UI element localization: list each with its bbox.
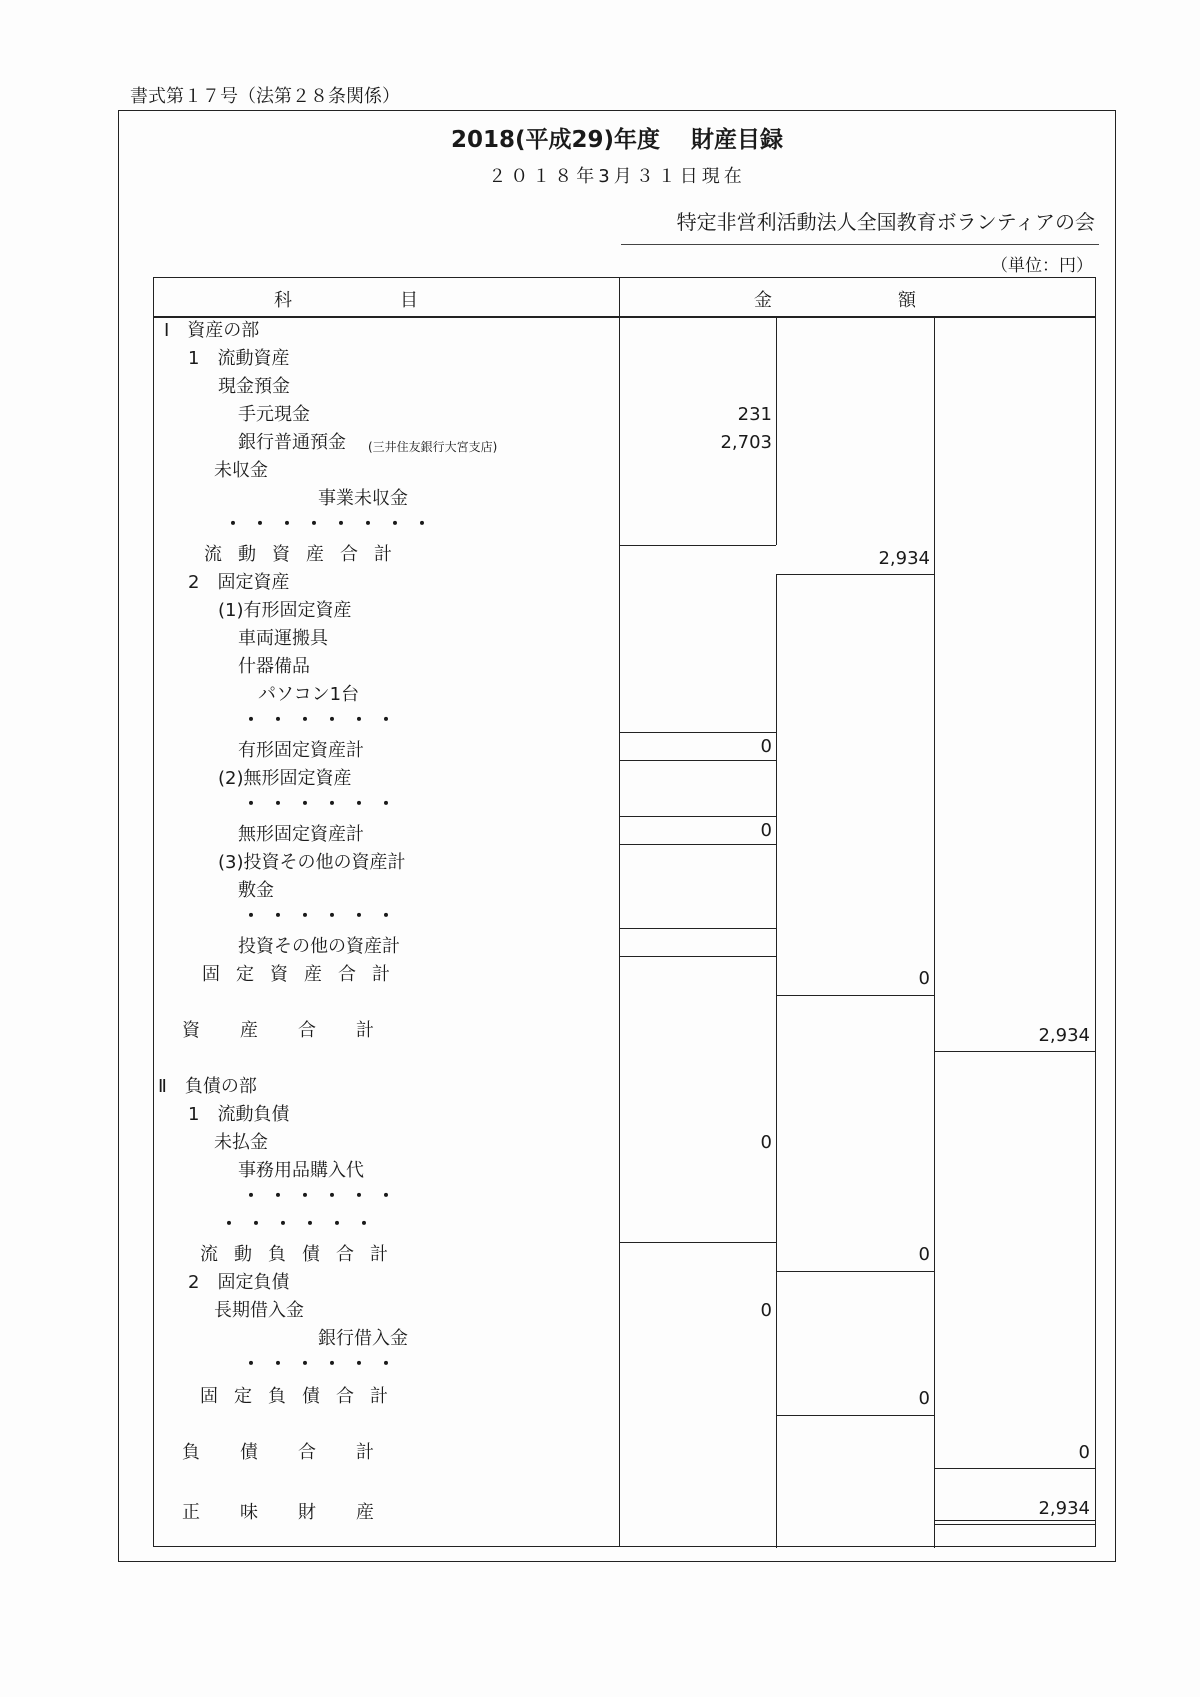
col2-rule [776, 1415, 934, 1416]
col2-rule [776, 1271, 934, 1272]
col1-rule [619, 1242, 776, 1243]
row-label: 有形固定資産計 [238, 740, 364, 761]
row-label: ・・・・・・ [242, 1186, 404, 1207]
row-label: ・・・・・・ [242, 794, 404, 815]
amount-cell: 2,934 [1038, 1498, 1090, 1519]
row-label: 敷金 [238, 880, 274, 901]
row-label: パソコン1台 [258, 684, 360, 705]
col2-rule [776, 995, 777, 1548]
row-label: Ⅱ 負債の部 [158, 1076, 257, 1097]
col2-rule [776, 574, 777, 995]
row-label: 手元現金 [238, 404, 310, 425]
row-label: 2 固定負債 [188, 1272, 290, 1293]
row-label: 銀行借入金 [318, 1328, 408, 1349]
amount-cell: 2,934 [878, 548, 930, 569]
col2-rule [934, 995, 935, 1548]
row-label: Ⅰ 資産の部 [164, 320, 260, 341]
column-separator [619, 278, 620, 1546]
row-label: 1 流動資産 [188, 348, 290, 369]
inventory-table [153, 277, 1096, 1547]
col3-rule [934, 1468, 1095, 1469]
row-label: 資産合計 [182, 1020, 414, 1041]
amount-cell: 2,703 [720, 432, 772, 453]
col1-rule [619, 956, 776, 957]
document-title: 2018(平成29)年度 財産目録 [450, 127, 784, 153]
row-label: 未払金 [214, 1132, 268, 1153]
row-label: (3)投資その他の資産計 [218, 852, 406, 873]
unit-label: （単位：円） [991, 256, 1093, 276]
row-label: (2)無形固定資産 [218, 768, 352, 789]
amount-cell: 0 [918, 968, 930, 989]
amount-cell: 0 [760, 1300, 772, 1321]
col2-rule [934, 316, 935, 574]
row-label: 事務用品購入代 [238, 1160, 364, 1181]
form-number: 書式第１７号（法第２８条関係） [130, 86, 400, 107]
col1-rule [619, 760, 776, 761]
row-label: ・・・・・・ [220, 1214, 382, 1235]
amount-cell: 2,934 [1038, 1025, 1090, 1046]
row-label: 現金預金 [218, 376, 290, 397]
amount-cell: 0 [760, 820, 772, 841]
header-subject: 科 目 [274, 290, 418, 311]
header-rule [154, 316, 1095, 318]
organization-underline [621, 244, 1099, 245]
amount-cell: 0 [918, 1388, 930, 1409]
row-label: 長期借入金 [214, 1300, 304, 1321]
organization-name: 特定非営利活動法人全国教育ボランティアの会 [676, 210, 1095, 234]
row-label: ・・・・・・ [242, 1354, 404, 1375]
col3-rule [934, 1524, 1095, 1525]
col1-rule [619, 816, 776, 817]
row-label: 無形固定資産計 [238, 824, 364, 845]
row-label: 負債合計 [182, 1442, 414, 1463]
row-label: 固定資産合計 [202, 964, 406, 985]
row-label: 銀行普通預金 [238, 432, 346, 453]
row-label: 1 流動負債 [188, 1104, 290, 1125]
row-label: ・・・・・・ [242, 906, 404, 927]
row-label: ・・・・・・・・ [224, 514, 440, 535]
row-note: (三井住友銀行大宮支店) [368, 440, 498, 454]
col1-rule [619, 732, 776, 733]
col1-rule [776, 316, 777, 545]
row-label: 正味財産 [182, 1502, 414, 1523]
col2-rule [776, 574, 934, 575]
amount-cell: 0 [760, 1132, 772, 1153]
amount-cell: 0 [760, 736, 772, 757]
col3-rule [934, 1520, 1095, 1521]
row-label: ・・・・・・ [242, 710, 404, 731]
col2-rule [934, 574, 935, 995]
row-label: 什器備品 [238, 656, 310, 677]
row-label: 未収金 [214, 460, 268, 481]
amount-cell: 231 [737, 404, 772, 425]
row-label: 固定負債合計 [200, 1386, 404, 1407]
document-frame [118, 110, 1116, 1562]
as-of-date: ２０１８年3月３１日現在 [488, 166, 746, 187]
amount-cell: 0 [918, 1244, 930, 1265]
amount-cell: 0 [1078, 1442, 1090, 1463]
header-amount: 金 額 [754, 290, 916, 311]
row-label: 2 固定資産 [188, 572, 290, 593]
row-label: 車両運搬具 [238, 628, 328, 649]
col1-rule [619, 545, 776, 546]
col1-rule [619, 844, 776, 845]
row-label: 事業未収金 [318, 488, 408, 509]
col3-rule [934, 1051, 1095, 1052]
col1-rule [619, 928, 776, 929]
row-label: (1)有形固定資産 [218, 600, 352, 621]
row-label: 流動負債合計 [200, 1244, 404, 1265]
row-label: 投資その他の資産計 [238, 936, 400, 957]
col2-rule [776, 995, 934, 996]
row-label: 流動資産合計 [204, 544, 408, 565]
